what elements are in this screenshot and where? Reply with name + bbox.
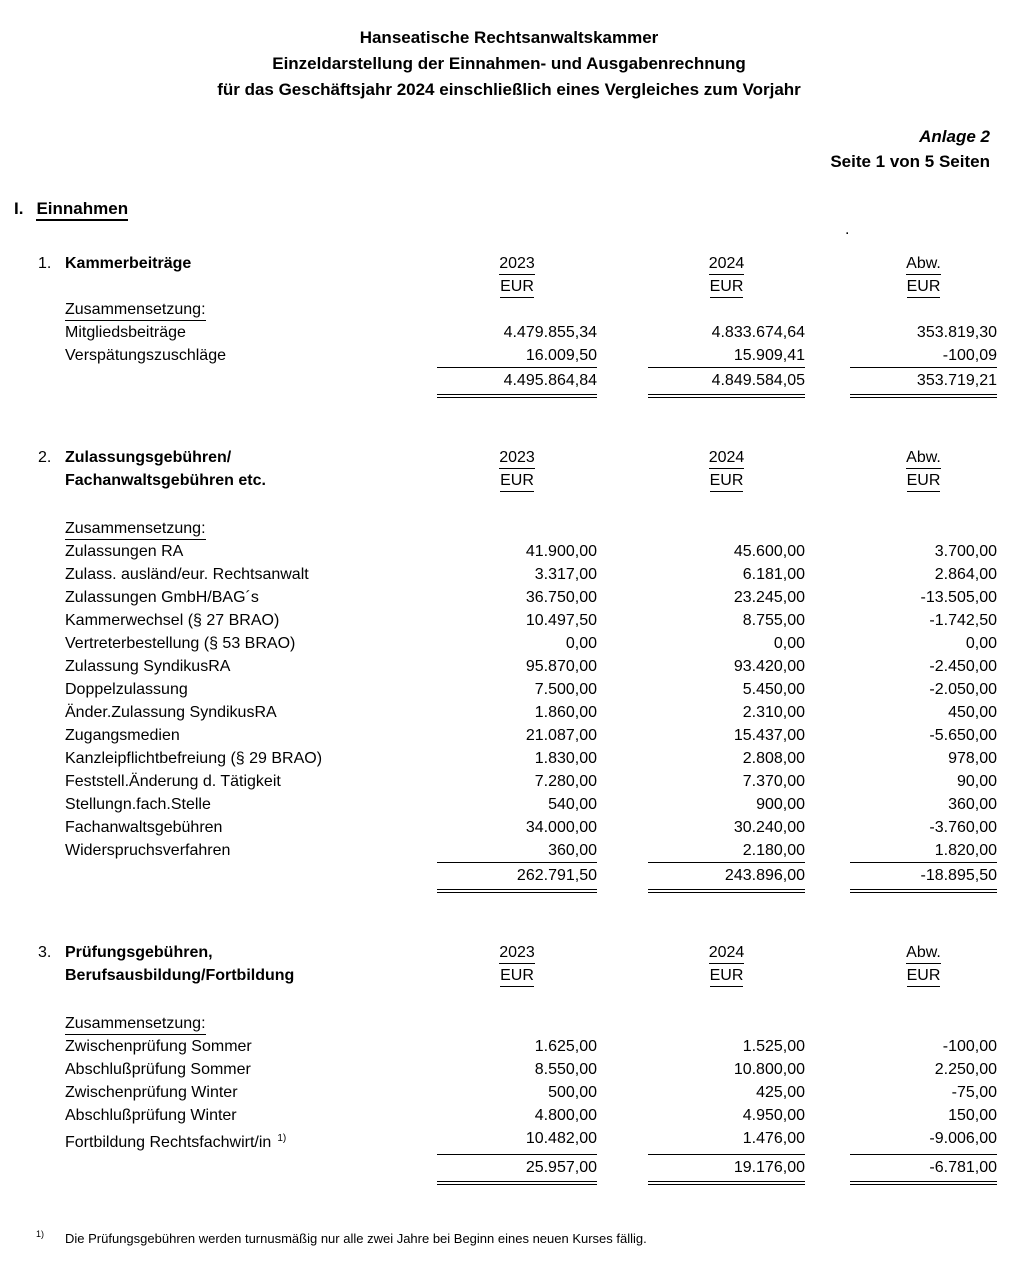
column-unit-header: EUR — [500, 471, 534, 492]
spacer — [38, 367, 65, 398]
row-value-2024: 4.833.674,64 — [711, 324, 805, 341]
spacer — [38, 469, 65, 492]
row-value-abw: -100,00 — [942, 1038, 997, 1055]
annex-label: Anlage 2 — [919, 127, 990, 146]
row-value-2023: 7.500,00 — [534, 681, 597, 698]
row-value-abw: -75,00 — [951, 1084, 997, 1101]
row-label — [65, 540, 437, 563]
column-unit-header: EUR — [500, 277, 534, 298]
column-spacer — [805, 678, 850, 701]
row-label — [65, 816, 437, 839]
spacer — [38, 793, 65, 816]
spacer — [38, 747, 65, 770]
document-title-line-3: für das Geschäftsjahr 2024 einschließlich eines Vergleiches zum Vorjahr — [217, 80, 801, 99]
row-value-2024: 10.800,00 — [733, 1061, 805, 1078]
row-label-text: Verspätungszuschläge — [65, 347, 226, 364]
column-unit-header: EUR — [907, 966, 941, 987]
section-title-line: Zulassungsgebühren/ — [65, 449, 232, 466]
column-spacer — [597, 632, 648, 655]
total-row — [38, 367, 1018, 398]
row-value-2023: 4.479.855,34 — [503, 324, 597, 341]
table-row — [38, 321, 1018, 344]
row-value-2024: 1.476,00 — [742, 1130, 805, 1147]
column-spacer — [597, 701, 648, 724]
row-label-text: Mitgliedsbeiträge — [65, 324, 186, 341]
row-label-text: Abschlußprüfung Sommer — [65, 1061, 251, 1078]
table-row — [38, 586, 1018, 609]
column-spacer — [597, 252, 648, 275]
total-value-abw: -6.781,00 — [850, 1154, 997, 1185]
spacer — [38, 321, 65, 344]
column-spacer — [597, 747, 648, 770]
row-value-2023: 1.860,00 — [534, 704, 597, 721]
table-row — [38, 701, 1018, 724]
row-label-text: Kanzleipflichtbefreiung (§ 29 BRAO) — [65, 750, 323, 767]
total-value-2023: 262.791,50 — [437, 862, 597, 893]
table-row — [38, 839, 1018, 862]
column-spacer — [597, 941, 648, 964]
column-spacer — [805, 1035, 850, 1058]
row-value-2023: 500,00 — [548, 1084, 597, 1101]
section-header-row — [38, 252, 1018, 275]
row-value-abw: 90,00 — [956, 773, 997, 790]
spacer — [38, 540, 65, 563]
column-spacer — [805, 1058, 850, 1081]
section-title-line — [65, 275, 437, 298]
row-value-abw: 450,00 — [948, 704, 997, 721]
row-value-2023: 41.900,00 — [525, 543, 597, 560]
section-title-line: Berufsausbildung/Fortbildung — [65, 967, 295, 984]
row-value-2023: 0,00 — [565, 635, 597, 652]
table-row — [38, 609, 1018, 632]
spacer — [38, 586, 65, 609]
table-row — [38, 724, 1018, 747]
column-spacer — [805, 964, 850, 987]
column-unit-header: EUR — [500, 966, 534, 987]
total-value-2023: 4.495.864,84 — [437, 367, 597, 398]
column-spacer — [597, 1104, 648, 1127]
column-year-header-2024: 2024 — [709, 943, 745, 964]
table-row — [38, 1035, 1018, 1058]
composition-subheading: Zusammensetzung: — [65, 519, 206, 540]
row-label — [65, 747, 437, 770]
row-value-2024: 45.600,00 — [733, 543, 805, 560]
column-spacer — [597, 1058, 648, 1081]
row-label-text: Vertreterbestellung (§ 53 BRAO) — [65, 635, 296, 652]
spacer — [38, 1012, 65, 1035]
row-value-2024: 4.950,00 — [742, 1107, 805, 1124]
spacer — [38, 839, 65, 862]
row-label-text: Kammerwechsel (§ 27 BRAO) — [65, 612, 280, 629]
row-value-abw: -13.505,00 — [920, 589, 997, 606]
row-label — [65, 724, 437, 747]
section-title-line: Fachanwaltsgebühren etc. — [65, 472, 266, 489]
row-value-2023: 16.009,50 — [525, 347, 597, 364]
column-abw-header: Abw. — [906, 943, 941, 964]
row-label-text: Änder.Zulassung SyndikusRA — [65, 704, 277, 721]
column-spacer — [597, 793, 648, 816]
column-spacer — [805, 344, 850, 367]
table-row — [38, 1127, 1018, 1154]
column-spacer — [597, 540, 648, 563]
column-spacer — [597, 321, 648, 344]
total-row — [38, 1154, 1018, 1185]
column-spacer — [597, 655, 648, 678]
column-spacer — [805, 1127, 850, 1154]
row-value-abw: -2.450,00 — [929, 658, 997, 675]
row-label-text: Feststell.Änderung d. Tätigkeit — [65, 773, 281, 790]
row-label-text: Zulassungen RA — [65, 543, 184, 560]
table-row — [38, 678, 1018, 701]
row-value-2023: 1.830,00 — [534, 750, 597, 767]
stray-period-mark: . — [845, 221, 850, 238]
row-label — [65, 609, 437, 632]
column-unit-header: EUR — [710, 277, 744, 298]
total-value-2024: 243.896,00 — [648, 862, 805, 893]
row-value-2024: 2.808,00 — [742, 750, 805, 767]
annex-area — [0, 124, 1018, 174]
row-label-text: Zugangsmedien — [65, 727, 180, 744]
column-spacer — [805, 770, 850, 793]
column-spacer — [597, 1035, 648, 1058]
footnote-ref: 1) — [277, 1133, 287, 1144]
document-title-line-2: Einzeldarstellung der Einnahmen- und Ausgabenrechnung — [272, 54, 746, 73]
total-value-2024: 4.849.584,05 — [648, 367, 805, 398]
row-label — [65, 586, 437, 609]
row-value-abw: 0,00 — [965, 635, 997, 652]
footnote-marker: 1) — [36, 1229, 45, 1239]
table-row — [38, 793, 1018, 816]
table-row — [38, 1104, 1018, 1127]
spacer — [38, 964, 65, 987]
row-value-abw: -3.760,00 — [929, 819, 997, 836]
row-value-2023: 540,00 — [548, 796, 597, 813]
row-value-2024: 15.909,41 — [733, 347, 805, 364]
row-label — [65, 1058, 437, 1081]
column-spacer — [805, 724, 850, 747]
column-spacer — [597, 839, 648, 862]
row-label-text: Widerspruchsverfahren — [65, 842, 231, 859]
spacer — [38, 298, 65, 321]
table-row — [38, 563, 1018, 586]
row-value-abw: 1.820,00 — [934, 842, 997, 859]
spacer — [38, 1154, 65, 1185]
row-label-text: Fachanwaltsgebühren — [65, 819, 223, 836]
row-value-2024: 0,00 — [773, 635, 805, 652]
column-spacer — [597, 1127, 648, 1154]
table-row — [38, 540, 1018, 563]
column-spacer — [597, 964, 648, 987]
income-sections — [0, 252, 1018, 1185]
spacer — [38, 632, 65, 655]
row-value-abw: 2.250,00 — [934, 1061, 997, 1078]
row-value-abw: -2.050,00 — [929, 681, 997, 698]
column-spacer — [805, 816, 850, 839]
column-spacer — [805, 446, 850, 469]
column-spacer — [597, 446, 648, 469]
spacer — [38, 1081, 65, 1104]
spacer — [38, 609, 65, 632]
row-label-text: Zulassung SyndikusRA — [65, 658, 231, 675]
table-row — [38, 770, 1018, 793]
section-title-line: Kammerbeiträge — [65, 255, 192, 272]
chapter-numeral: I. — [14, 199, 24, 218]
column-abw-header: Abw. — [906, 448, 941, 469]
row-value-2024: 6.181,00 — [742, 566, 805, 583]
table-row — [38, 747, 1018, 770]
row-label-text: Stellungn.fach.Stelle — [65, 796, 211, 813]
column-spacer — [597, 678, 648, 701]
column-spacer — [805, 1081, 850, 1104]
row-value-abw: 978,00 — [948, 750, 997, 767]
column-spacer — [805, 793, 850, 816]
section-header-row — [38, 275, 1018, 298]
column-year-header-2023: 2023 — [499, 448, 535, 469]
spacer — [38, 724, 65, 747]
row-label — [65, 678, 437, 701]
row-value-2024: 93.420,00 — [733, 658, 805, 675]
column-spacer — [805, 862, 850, 893]
column-spacer — [805, 469, 850, 492]
column-spacer — [805, 563, 850, 586]
row-value-abw: 353.819,30 — [916, 324, 997, 341]
spacer — [38, 816, 65, 839]
row-label — [65, 770, 437, 793]
column-spacer — [805, 540, 850, 563]
table-row — [38, 1058, 1018, 1081]
table-row — [38, 816, 1018, 839]
row-value-abw: -9.006,00 — [929, 1130, 997, 1147]
spacer — [38, 563, 65, 586]
composition-row — [38, 1012, 1018, 1035]
composition-row — [38, 517, 1018, 540]
row-label — [65, 1104, 437, 1127]
spacer — [38, 770, 65, 793]
column-spacer — [597, 770, 648, 793]
footnote-text: Die Prüfungsgebühren werden turnusmäßig nur alle zwei Jahre bei Beginn eines neuen Kurses fällig. — [65, 1231, 647, 1246]
income-section-3 — [0, 941, 1018, 1185]
row-label-text: Zulass. ausländ/eur. Rechtsanwalt — [65, 566, 309, 583]
row-value-2023: 21.087,00 — [525, 727, 597, 744]
total-row — [38, 862, 1018, 893]
table-row — [38, 1081, 1018, 1104]
spacer — [38, 655, 65, 678]
row-label-text: Zwischenprüfung Sommer — [65, 1038, 252, 1055]
column-abw-header: Abw. — [906, 254, 941, 275]
row-value-2024: 1.525,00 — [742, 1038, 805, 1055]
column-spacer — [805, 1154, 850, 1185]
spacer — [38, 275, 65, 298]
row-value-2023: 360,00 — [548, 842, 597, 859]
row-value-2024: 23.245,00 — [733, 589, 805, 606]
row-value-abw: -100,09 — [942, 347, 997, 364]
spacer — [38, 1127, 65, 1154]
section-title-line: Prüfungsgebühren, — [65, 944, 213, 961]
column-unit-header: EUR — [907, 471, 941, 492]
column-spacer — [805, 839, 850, 862]
row-label — [65, 321, 437, 344]
row-label — [65, 1081, 437, 1104]
column-year-header-2024: 2024 — [709, 254, 745, 275]
row-value-2024: 15.437,00 — [733, 727, 805, 744]
document-title-line-1: Hanseatische Rechtsanwaltskammer — [359, 28, 659, 47]
column-spacer — [597, 275, 648, 298]
column-spacer — [805, 655, 850, 678]
column-unit-header: EUR — [710, 471, 744, 492]
column-spacer — [805, 321, 850, 344]
spacer — [65, 1154, 437, 1185]
table-row — [38, 655, 1018, 678]
section-number: 1. — [38, 255, 52, 272]
column-spacer — [597, 1081, 648, 1104]
row-label — [65, 701, 437, 724]
row-label — [65, 563, 437, 586]
column-unit-header: EUR — [710, 966, 744, 987]
row-value-2023: 8.550,00 — [534, 1061, 597, 1078]
column-spacer — [805, 367, 850, 398]
row-value-2024: 8.755,00 — [742, 612, 805, 629]
row-value-2024: 2.180,00 — [742, 842, 805, 859]
composition-row — [38, 298, 1018, 321]
spacer — [38, 701, 65, 724]
column-spacer — [805, 586, 850, 609]
section-header-row — [38, 941, 1018, 964]
column-spacer — [597, 1154, 648, 1185]
column-spacer — [805, 941, 850, 964]
row-value-abw: -5.650,00 — [929, 727, 997, 744]
column-spacer — [597, 862, 648, 893]
column-spacer — [805, 275, 850, 298]
income-section-1 — [0, 252, 1018, 398]
row-value-abw: 2.864,00 — [934, 566, 997, 583]
row-label-text: Doppelzulassung — [65, 681, 188, 698]
spacer — [38, 1104, 65, 1127]
column-spacer — [597, 816, 648, 839]
row-label — [65, 632, 437, 655]
row-label — [65, 655, 437, 678]
spacer — [65, 862, 437, 893]
section-header-row — [38, 964, 1018, 987]
row-value-2024: 7.370,00 — [742, 773, 805, 790]
spacer — [65, 367, 437, 398]
column-spacer — [805, 747, 850, 770]
column-spacer — [805, 252, 850, 275]
total-value-2023: 25.957,00 — [437, 1154, 597, 1185]
spacer — [38, 1035, 65, 1058]
column-spacer — [805, 632, 850, 655]
footnote — [36, 1226, 647, 1247]
row-value-2023: 4.800,00 — [534, 1107, 597, 1124]
row-label — [65, 1127, 437, 1154]
table-row — [38, 632, 1018, 655]
column-spacer — [597, 609, 648, 632]
spacer — [38, 862, 65, 893]
column-spacer — [597, 469, 648, 492]
column-unit-header: EUR — [907, 277, 941, 298]
column-spacer — [597, 724, 648, 747]
row-value-2023: 10.482,00 — [525, 1130, 597, 1147]
column-spacer — [597, 586, 648, 609]
spacer — [38, 517, 65, 540]
row-label-text: Zwischenprüfung Winter — [65, 1084, 238, 1101]
row-label — [65, 1035, 437, 1058]
total-value-abw: 353.719,21 — [850, 367, 997, 398]
row-label-text: Zulassungen GmbH/BAG´s — [65, 589, 259, 606]
column-year-header-2023: 2023 — [499, 254, 535, 275]
spacer — [38, 678, 65, 701]
table-row — [38, 344, 1018, 367]
income-section-2 — [0, 446, 1018, 893]
row-value-2024: 425,00 — [756, 1084, 805, 1101]
row-value-2023: 1.625,00 — [534, 1038, 597, 1055]
page-count-label: Seite 1 von 5 Seiten — [830, 152, 990, 171]
row-value-2024: 30.240,00 — [733, 819, 805, 836]
row-value-abw: 360,00 — [948, 796, 997, 813]
column-spacer — [597, 563, 648, 586]
spacer — [38, 344, 65, 367]
section-header-row — [38, 469, 1018, 492]
column-spacer — [805, 609, 850, 632]
row-value-2024: 2.310,00 — [742, 704, 805, 721]
row-value-abw: 3.700,00 — [934, 543, 997, 560]
row-value-abw: -1.742,50 — [929, 612, 997, 629]
section-number: 3. — [38, 944, 52, 961]
total-value-2024: 19.176,00 — [648, 1154, 805, 1185]
column-spacer — [597, 367, 648, 398]
section-number: 2. — [38, 449, 52, 466]
section-header-row — [38, 446, 1018, 469]
row-value-abw: 150,00 — [948, 1107, 997, 1124]
row-value-2023: 34.000,00 — [525, 819, 597, 836]
column-spacer — [805, 1104, 850, 1127]
column-spacer — [805, 701, 850, 724]
row-value-2023: 95.870,00 — [525, 658, 597, 675]
row-label-text: Abschlußprüfung Winter — [65, 1107, 237, 1124]
composition-subheading: Zusammensetzung: — [65, 1014, 206, 1035]
row-value-2023: 10.497,50 — [525, 612, 597, 629]
composition-subheading: Zusammensetzung: — [65, 300, 206, 321]
row-value-2024: 900,00 — [756, 796, 805, 813]
column-year-header-2024: 2024 — [709, 448, 745, 469]
chapter-heading — [14, 198, 1018, 220]
row-value-2023: 36.750,00 — [525, 589, 597, 606]
row-label — [65, 793, 437, 816]
row-label — [65, 344, 437, 367]
document-title — [0, 0, 1018, 103]
row-value-2023: 7.280,00 — [534, 773, 597, 790]
row-value-2023: 3.317,00 — [534, 566, 597, 583]
row-label — [65, 839, 437, 862]
column-year-header-2023: 2023 — [499, 943, 535, 964]
chapter-title: Einnahmen — [36, 199, 128, 221]
column-spacer — [597, 344, 648, 367]
row-label-text: Fortbildung Rechtsfachwirt/in — [65, 1134, 272, 1151]
row-value-2024: 5.450,00 — [742, 681, 805, 698]
spacer — [38, 1058, 65, 1081]
total-value-abw: -18.895,50 — [850, 862, 997, 893]
